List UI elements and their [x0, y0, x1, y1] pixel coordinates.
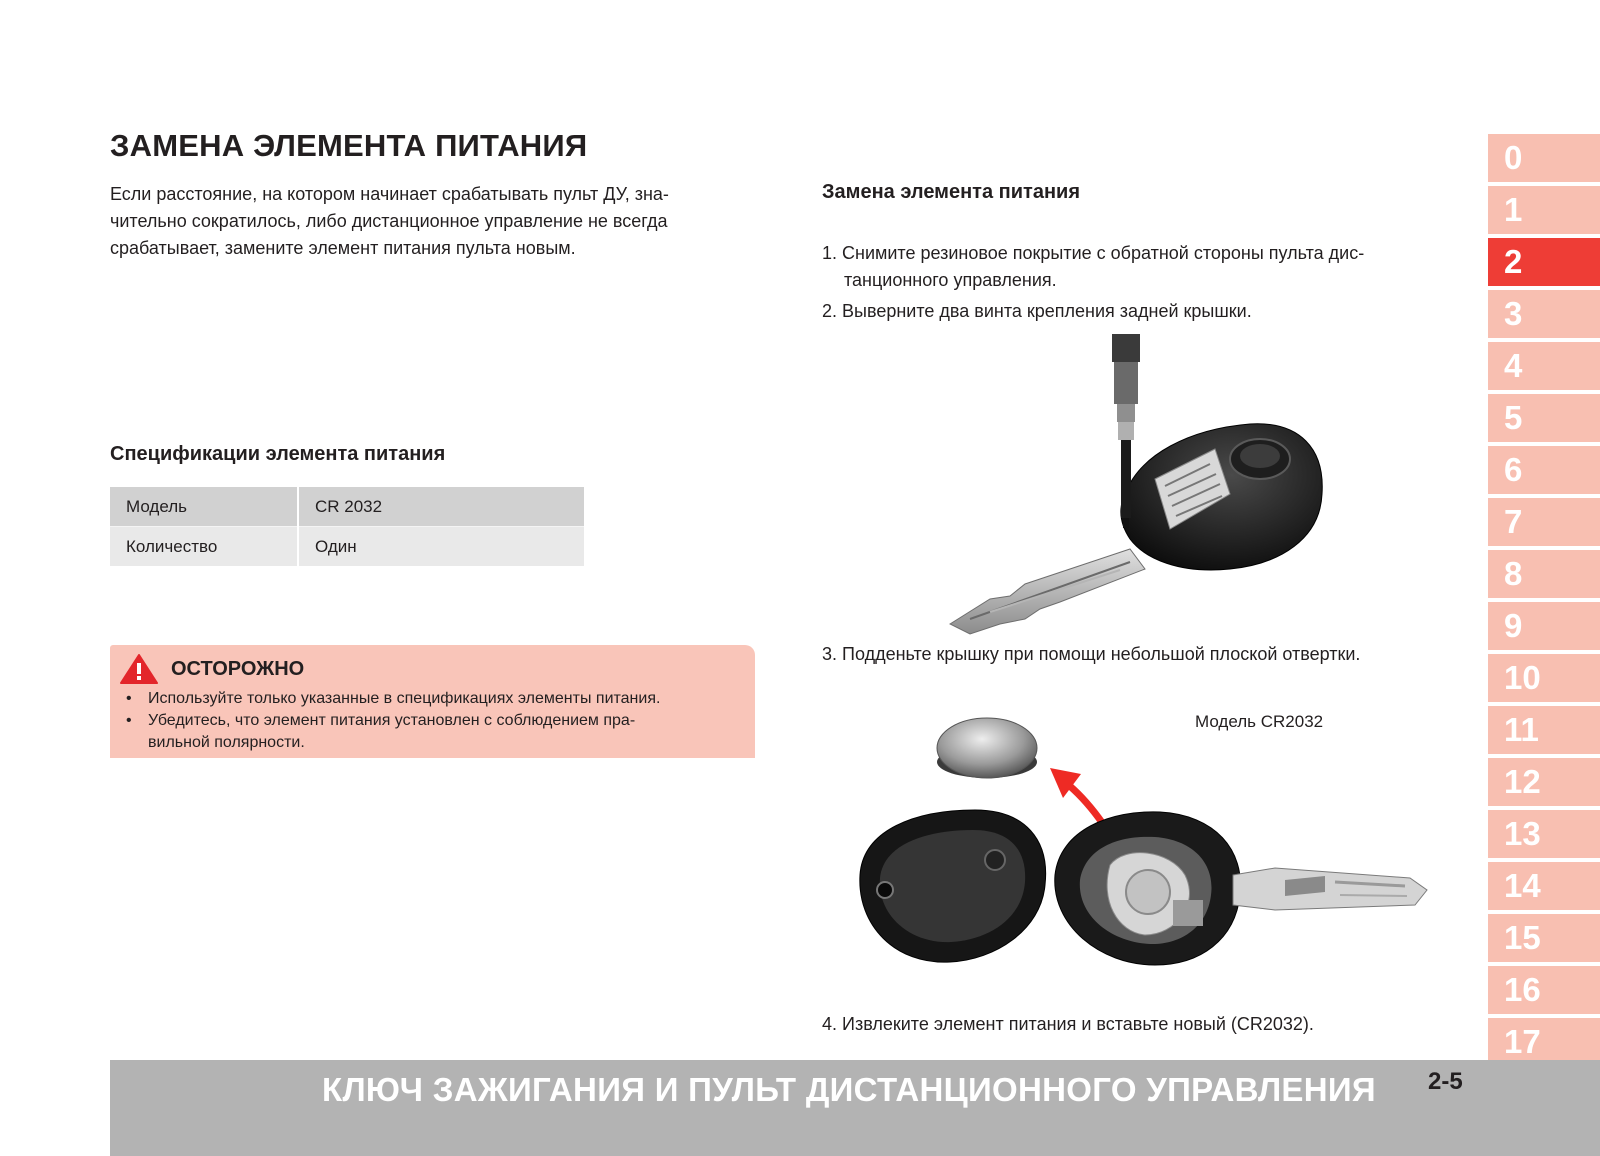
chapter-tab[interactable]: 13	[1488, 810, 1600, 858]
opened-fob-illustration	[855, 700, 1435, 990]
spec-label: Модель	[110, 487, 298, 527]
spec-title: Спецификации элемента питания	[110, 443, 446, 465]
chapter-tab[interactable]: 7	[1488, 498, 1600, 546]
table-row	[110, 487, 584, 527]
list-item	[126, 688, 746, 710]
caution-label: ОСТОРОЖНО	[171, 657, 305, 680]
step-2: 2. Выверните два винта крепления задней крышки.	[822, 301, 1252, 321]
section-title: КЛЮЧ ЗАЖИГАНИЯ И ПУЛЬТ ДИСТАНЦИОННОГО УПРАВЛЕНИЯ	[322, 1071, 1376, 1108]
caution-text: Используйте только указанные в спецификациях элементы питания.	[148, 690, 661, 707]
intro-line: Если расстояние, на котором начинает срабатывать пульт ДУ, зна-	[110, 184, 669, 204]
caution-text-line: вильной полярности.	[148, 734, 305, 751]
page-title: ЗАМЕНА ЭЛЕМЕНТА ПИТАНИЯ	[110, 128, 588, 163]
step-text: 1. Снимите резиновое покрытие с обратной стороны пульта дис-	[822, 243, 1365, 263]
step-4: 4. Извлеките элемент питания и вставьте новый (CR2032).	[822, 1014, 1314, 1034]
spec-value: Один	[298, 527, 584, 567]
chapter-tab[interactable]: 8	[1488, 550, 1600, 598]
step-1	[822, 240, 1472, 294]
page-number: 2-5	[1428, 1068, 1463, 1095]
step-3: 3. Подденьте крышку при помощи небольшой плоской отвертки.	[822, 644, 1361, 664]
chapter-tab[interactable]: 4	[1488, 342, 1600, 390]
chapter-tab[interactable]: 11	[1488, 706, 1600, 754]
chapter-tab[interactable]: 16	[1488, 966, 1600, 1014]
key-screwdriver-illustration	[930, 334, 1340, 639]
intro-line: чительно сократилось, либо дистанционное управление не всегда	[110, 211, 668, 231]
bullet: •	[126, 690, 132, 707]
caution-box	[110, 645, 755, 758]
bullet: •	[126, 712, 132, 729]
chapter-tab[interactable]: 9	[1488, 602, 1600, 650]
chapter-tab[interactable]: 14	[1488, 862, 1600, 910]
battery-icon	[937, 718, 1037, 778]
list-item	[126, 710, 746, 754]
chapter-tab[interactable]: 3	[1488, 290, 1600, 338]
intro-line: срабатывает, замените элемент питания пульта новым.	[110, 238, 576, 258]
spec-label: Количество	[110, 527, 298, 567]
chapter-tab[interactable]: 15	[1488, 914, 1600, 962]
chapter-tab[interactable]: 6	[1488, 446, 1600, 494]
caution-list	[126, 688, 746, 754]
spec-value: CR 2032	[298, 487, 584, 527]
caution-header	[119, 653, 304, 685]
footer-band	[110, 1060, 1600, 1156]
chapter-tab[interactable]: 17	[1488, 1018, 1600, 1066]
table-row	[110, 527, 584, 567]
intro-paragraph	[110, 181, 760, 262]
procedure-title: Замена элемента питания	[822, 181, 1080, 203]
caution-text-line: Убедитесь, что элемент питания установлен с соблюдением пра-	[148, 712, 636, 729]
figure-caption: Модель CR2032	[1195, 712, 1324, 731]
warning-icon	[119, 653, 159, 685]
spec-table	[110, 487, 584, 566]
chapter-tab[interactable]: 1	[1488, 186, 1600, 234]
chapter-tab[interactable]: 12	[1488, 758, 1600, 806]
step-text: танционного управления.	[844, 270, 1057, 290]
chapter-tab-active[interactable]: 2	[1488, 238, 1600, 286]
chapter-tab[interactable]: 5	[1488, 394, 1600, 442]
chapter-tab[interactable]: 0	[1488, 134, 1600, 182]
chapter-tab[interactable]: 10	[1488, 654, 1600, 702]
